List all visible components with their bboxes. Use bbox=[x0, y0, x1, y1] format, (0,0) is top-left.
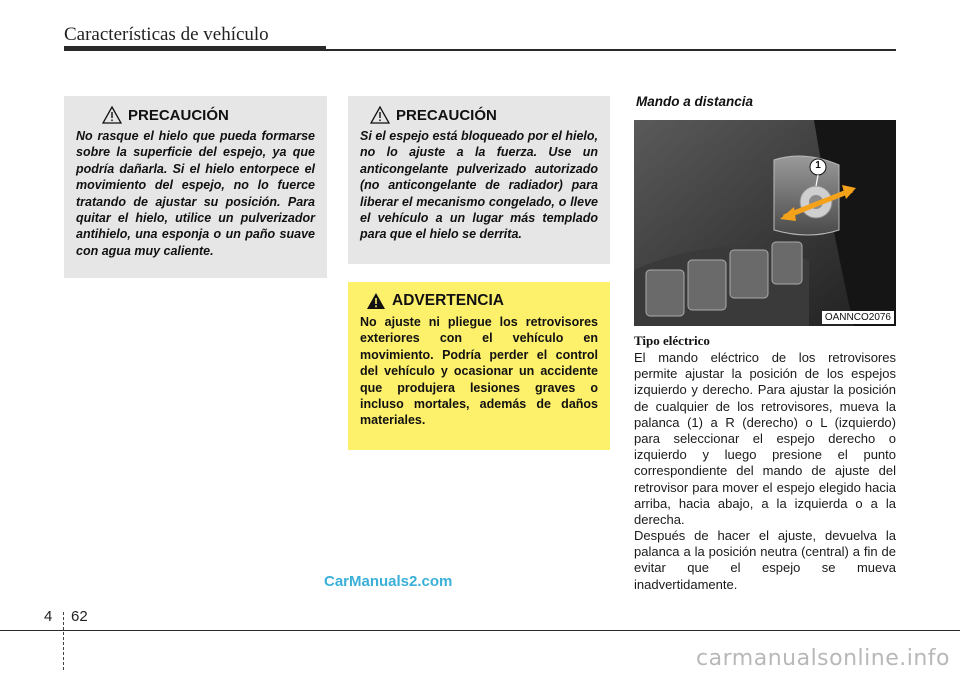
caution-triangle-icon bbox=[370, 106, 390, 124]
caution-triangle-icon bbox=[102, 106, 122, 124]
caution-body: No rasque el hielo que pueda formarse sobre la superficie del espejo, ya que podría dañarla. Si el hielo entorpece el movimiento del espejo, no lo fuerce tratando de ajustar su posición. Para quitar el hielo, utilice un pulverizador antihielo, una esponja o un paño suave con agua muy caliente. bbox=[76, 129, 315, 258]
door-panel-illustration bbox=[634, 120, 896, 326]
header-rule-thick bbox=[64, 46, 326, 51]
warning-title-text: ADVERTENCIA bbox=[392, 292, 504, 309]
mirror-control-photo bbox=[634, 120, 896, 326]
page-header-title: Características de vehículo bbox=[64, 24, 269, 45]
warning-triangle-icon bbox=[366, 292, 386, 310]
caution-body: Si el espejo está bloqueado por el hielo, no lo ajuste a la fuerza. Use un anticongelante pulverizado autorizado (no anticongelante de radiador) para liberar el mecanismo congelado, o lleve el vehículo a un lugar más templado para que el hielo se derrita. bbox=[360, 129, 598, 242]
footer-chapter-number: 4 bbox=[44, 608, 53, 625]
footer-page-number: 62 bbox=[71, 608, 88, 625]
watermark-link[interactable]: CarManuals2.com bbox=[324, 573, 453, 590]
warning-body: No ajuste ni pliegue los retrovisores exteriores con el vehículo en movimiento. Podría perder el control del vehículo y ocasionar un accidente que produjera lesiones graves o incluso mortales, además de daños materiales. bbox=[360, 315, 598, 428]
callout-number: 1 bbox=[815, 160, 821, 171]
warning-title bbox=[366, 292, 598, 310]
caution-box-left bbox=[64, 96, 327, 278]
footer-dashed-separator bbox=[63, 612, 64, 670]
body-paragraph-2: Después de hacer el ajuste, devuelva la palanca a la posición neutra (central) a fin de evitar que el espejo se mueva inadvertidamente. bbox=[634, 528, 896, 592]
caution-title-text: PRECAUCIÓN bbox=[128, 106, 229, 124]
subheading: Tipo eléctrico bbox=[634, 333, 710, 348]
caution-title bbox=[370, 106, 598, 124]
body-paragraph-1: El mando eléctrico de los retrovisores permite ajustar la posición de los espejos izquierdo y derecho. Para ajustar la posición de cualquier de los retrovisores, mueva la palanca (1) a R (derecho) o L (izquierdo) para seleccionar el espejo derecho o izquierdo y luego presione el punto correspondiente del mando de ajuste del retrovisor para mover el espejo elegido hacia arriba, hacia abajo, a la izquierda o a la derecha. bbox=[634, 350, 896, 528]
caution-title-text: PRECAUCIÓN bbox=[396, 106, 497, 124]
caution-box-right bbox=[348, 96, 610, 264]
photo-code: OANNCO2076 bbox=[822, 311, 894, 324]
warning-box bbox=[348, 282, 610, 450]
section-heading: Mando a distancia bbox=[636, 94, 754, 109]
caution-title bbox=[102, 106, 315, 124]
bottom-watermark: carmanualsonline.info bbox=[696, 646, 950, 671]
footer-rule bbox=[0, 630, 960, 631]
header-rule-thin bbox=[326, 49, 896, 51]
